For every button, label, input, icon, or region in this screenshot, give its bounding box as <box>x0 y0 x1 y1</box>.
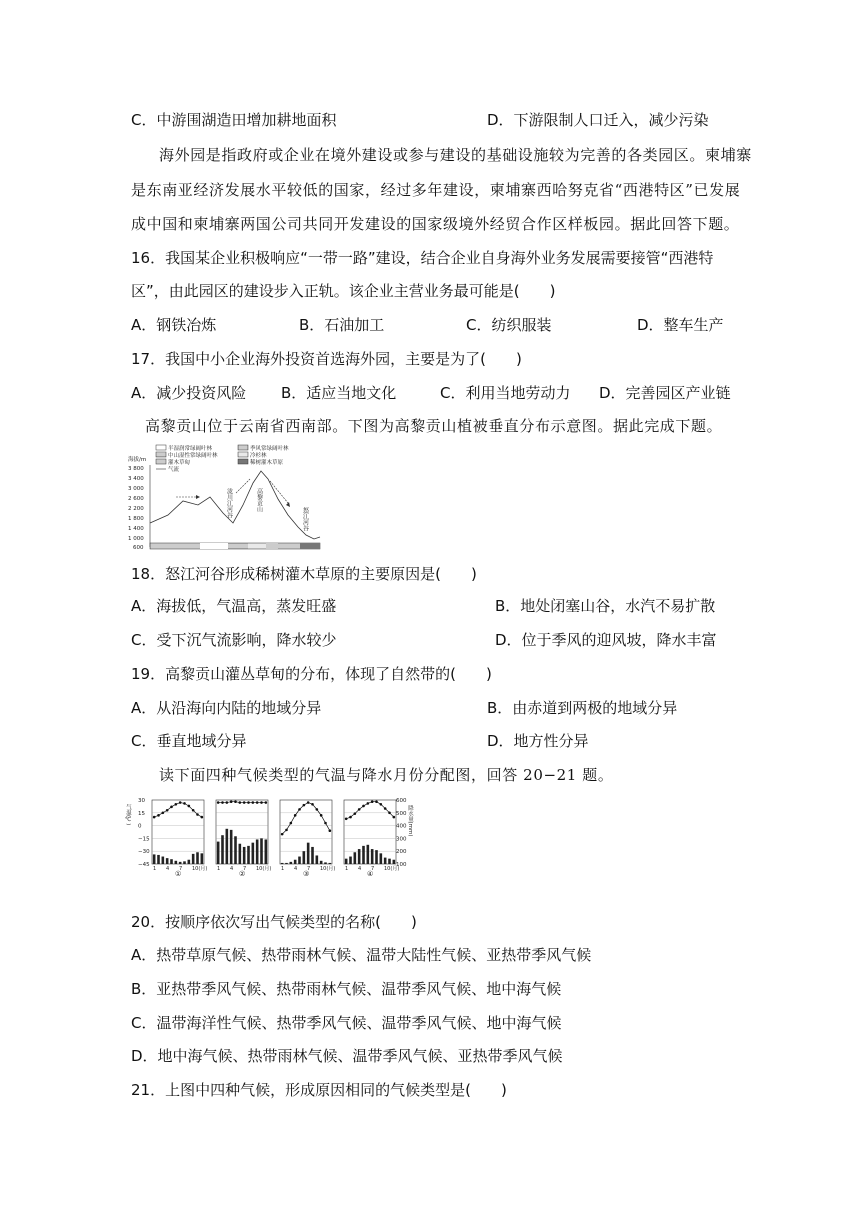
temperature-point <box>362 805 365 808</box>
vegetation-profile-figure <box>128 443 324 551</box>
left-tick: −15 <box>138 836 150 843</box>
temperature-point <box>281 833 284 836</box>
temperature-point <box>157 814 160 817</box>
panel-label: ③ <box>303 870 310 878</box>
option-d: D．完善园区产业链 <box>599 384 731 402</box>
question-18-stem: 18．怒江河谷形成稀树灌木草原的主要原因是( ) <box>131 565 477 583</box>
precip-bar <box>367 845 370 864</box>
precip-bar <box>324 862 327 864</box>
temperature-point <box>221 801 224 804</box>
option-a: A．海拔低，气温高，蒸发旺盛 <box>131 597 337 615</box>
temperature-point <box>294 814 297 817</box>
option-b: B．石油加工 <box>299 316 385 334</box>
option-a: A．钢铁冶炼 <box>131 316 217 334</box>
precip-bar <box>358 849 361 864</box>
left-tick: −45 <box>138 862 150 868</box>
precip-bar <box>256 839 259 864</box>
y-tick: 1 800 <box>128 516 144 522</box>
x-tick: 10(月) <box>320 866 336 872</box>
right-tick: 500 <box>396 810 407 817</box>
precip-bar <box>201 853 204 864</box>
x-tick: 7 <box>243 866 247 872</box>
x-tick: 4 <box>294 866 298 872</box>
right-tick: 600 <box>396 798 407 804</box>
left-tick: −30 <box>138 849 150 856</box>
x-tick: 7 <box>307 866 311 872</box>
legend-label: 气流 <box>168 467 180 473</box>
temperature-point <box>192 809 195 812</box>
temperature-point <box>188 805 191 808</box>
precip-bar <box>303 851 306 864</box>
x-tick: 1 <box>153 866 157 872</box>
precip-bar <box>183 861 186 864</box>
temperature-point <box>153 816 156 819</box>
right-axis-label: 降水量(mm) <box>407 805 413 837</box>
temperature-point <box>256 801 259 804</box>
right-tick: 200 <box>396 849 407 856</box>
precip-bar <box>192 854 195 864</box>
precip-bar <box>196 852 199 864</box>
precip-bar <box>362 846 365 864</box>
x-tick: 1 <box>217 866 221 872</box>
temperature-point <box>393 816 396 819</box>
question-16-stem: 16．我国某企业积极响应“一带一路”建设，结合企业自身海外业务发展需要接管“西港特 <box>131 249 714 267</box>
temperature-point <box>234 800 237 803</box>
temperature-point <box>175 803 178 806</box>
option-c: C．温带海洋性气候、热带季风气候、温带季风气候、地中海气候 <box>131 1014 562 1032</box>
climate-panel <box>344 800 399 878</box>
temperature-point <box>239 801 242 804</box>
temperature-point <box>384 807 387 810</box>
temperature-point <box>345 817 348 820</box>
question-17-stem: 17．我国中小企业海外投资首选海外园，主要是为了( ) <box>131 350 522 368</box>
temperature-point <box>230 800 233 803</box>
climate-charts-figure <box>125 794 422 878</box>
precip-bar <box>371 849 374 864</box>
temperature-point <box>303 804 306 807</box>
temperature-point <box>243 801 246 804</box>
precip-bar <box>380 853 383 864</box>
precip-bar <box>166 858 169 864</box>
precip-bar <box>388 859 391 864</box>
y-tick: 1 000 <box>128 536 144 542</box>
y-tick: 3 400 <box>128 476 144 482</box>
temperature-point <box>265 801 268 804</box>
temperature-point <box>170 806 173 809</box>
y-axis-label: 海拔/m <box>128 457 147 463</box>
temperature-point <box>290 822 293 825</box>
temperature-point <box>183 802 186 805</box>
precip-bar <box>294 860 297 864</box>
x-tick: 1 <box>345 866 349 872</box>
precip-bar <box>349 857 352 864</box>
precip-bar <box>217 842 220 864</box>
climate-panel <box>280 800 335 878</box>
precip-bar <box>226 829 229 864</box>
question-21-stem: 21．上图中四种气候，形成原因相同的气候类型是( ) <box>131 1081 507 1099</box>
temperature-point <box>329 829 332 832</box>
option-c: C．利用当地劳动力 <box>440 384 571 402</box>
temperature-point <box>166 809 169 812</box>
x-tick: 4 <box>358 866 362 872</box>
passage-line: 是东南亚经济发展水平较低的国家，经过多年建设，柬埔寨西哈努克省“西港特区”已发展 <box>131 181 741 199</box>
temperature-point <box>388 812 391 815</box>
passage-line: 成中国和柬埔寨两国公司共同开发建设的国家级境外经贸合作区样板园。据此回答下题。 <box>131 215 740 233</box>
precip-bar <box>175 861 178 864</box>
left-tick: 30 <box>138 798 145 804</box>
option-a: A．从沿海向内陆的地域分异 <box>131 699 322 717</box>
precip-bar <box>170 859 173 864</box>
temperature-point <box>316 808 319 811</box>
temperature-point <box>298 808 301 811</box>
x-tick: 10(月) <box>384 866 400 872</box>
temperature-point <box>320 814 323 817</box>
right-tick: 400 <box>396 823 407 830</box>
precip-bar <box>320 861 323 864</box>
temperature-point <box>247 801 250 804</box>
precip-bar <box>285 863 288 864</box>
passage-line: 高黎贡山位于云南省西南部。下图为高黎贡山植被垂直分布示意图。据此完成下题。 <box>145 417 723 435</box>
panel-label: ② <box>239 870 246 878</box>
legend-label: 中山湿性常绿阔叶林 <box>168 453 218 459</box>
option-a: A．热带草原气候、热带雨林气候、温带大陆性气候、亚热带季风气候 <box>131 946 592 964</box>
x-tick: 10(月) <box>256 866 272 872</box>
x-tick: 4 <box>230 866 234 872</box>
temperature-point <box>324 822 327 825</box>
precip-bar <box>375 850 378 864</box>
precip-bar <box>384 858 387 864</box>
legend-label: 季风常绿阔叶林 <box>250 446 289 452</box>
temperature-point <box>349 816 352 819</box>
option-d: D．整车生产 <box>637 316 724 334</box>
precip-bar <box>247 846 250 864</box>
precip-bar <box>393 860 396 864</box>
option-c: C．垂直地域分异 <box>131 732 247 750</box>
question-19-stem: 19．高黎贡山灌丛草甸的分布，体现了自然带的( ) <box>131 665 492 683</box>
option-c: C．受下沉气流影响，降水较少 <box>131 631 337 649</box>
question-20-stem: 20．按顺序依次写出气候类型的名称( ) <box>131 913 417 931</box>
legend-label: 灌木草甸 <box>168 460 191 466</box>
option-d: D．地方性分异 <box>487 732 589 750</box>
precip-bar <box>265 839 268 864</box>
left-axis-label: 气温(℃) <box>125 804 131 826</box>
y-tick: 3 000 <box>128 486 144 492</box>
precip-bar <box>298 857 301 864</box>
legend-label: 半湿润常绿阔叶林 <box>168 446 213 452</box>
temperature-point <box>252 801 255 804</box>
precip-bar <box>260 838 263 864</box>
right-tick: 300 <box>396 836 407 843</box>
y-tick: 2 200 <box>128 506 144 512</box>
y-tick: 3 800 <box>128 466 144 472</box>
precip-bar <box>345 859 348 864</box>
temperature-point <box>311 803 314 806</box>
left-tick: 0 <box>138 823 142 830</box>
passage-line: 海外园是指政府或企业在境外建设或参与建设的基础设施较为完善的各类园区。柬埔寨 <box>159 146 752 164</box>
x-tick: 1 <box>281 866 285 872</box>
option-a: A．减少投资风险 <box>131 384 247 402</box>
option-c: C．纺织服装 <box>466 316 552 334</box>
option-c: C．中游围湖造田增加耕地面积 <box>131 111 337 129</box>
panel-label: ④ <box>367 870 374 878</box>
precip-bar <box>234 836 237 864</box>
left-tick: 15 <box>138 810 145 817</box>
temperature-point <box>358 808 361 811</box>
temperature-point <box>367 802 370 805</box>
temperature-point <box>380 803 383 806</box>
y-tick: 1 400 <box>128 526 144 532</box>
right-tick: 100 <box>396 862 407 868</box>
temperature-point <box>162 812 165 815</box>
option-b: B．亚热带季风气候、热带雨林气候、温带季风气候、地中海气候 <box>131 980 562 998</box>
temperature-point <box>226 801 229 804</box>
precip-bar <box>153 854 156 864</box>
option-b: B．由赤道到两极的地域分异 <box>487 699 678 717</box>
option-d: D．位于季风的迎风坡，降水丰富 <box>495 631 717 649</box>
precip-bar <box>316 855 319 864</box>
precip-bar <box>230 830 233 864</box>
precip-bar <box>243 847 246 864</box>
x-tick: 7 <box>179 866 183 872</box>
precip-bar <box>290 862 293 864</box>
legend-label: 稀树灌木草原 <box>250 460 284 466</box>
option-d: D．地中海气候、热带雨林气候、温带季风气候、亚热带季风气候 <box>131 1047 563 1065</box>
precip-bar <box>221 835 224 864</box>
temperature-point <box>179 801 182 804</box>
precip-bar <box>157 855 160 864</box>
temperature-point <box>375 800 378 803</box>
place-label: 高黎贡山 <box>255 488 263 512</box>
precip-bar <box>239 844 242 864</box>
precip-bar <box>252 843 255 864</box>
precip-bar <box>307 843 310 864</box>
temperature-point <box>371 800 374 803</box>
precip-bar <box>179 862 182 864</box>
temperature-point <box>217 801 220 804</box>
option-b: B．适应当地文化 <box>281 384 397 402</box>
precip-bar <box>354 852 357 864</box>
panel-label: ① <box>175 870 182 878</box>
temperature-point <box>354 812 357 815</box>
place-label: 泷川江河谷 <box>225 488 233 518</box>
x-tick: 4 <box>166 866 170 872</box>
place-label: 怒江河谷 <box>301 507 309 531</box>
temperature-point <box>196 813 199 816</box>
y-tick: 600 <box>133 545 144 551</box>
question-16-stem: 区”，由此园区的建设步入正轨。该企业主营业务最可能是( ) <box>131 282 556 300</box>
option-b: B．地处闭塞山谷，水汽不易扩散 <box>495 597 716 615</box>
temperature-point <box>307 801 310 804</box>
legend-label: 冷杉林 <box>250 453 267 459</box>
precip-bar <box>281 863 284 864</box>
climate-panel <box>216 800 271 878</box>
precip-bar <box>188 860 191 864</box>
climate-panel <box>152 800 207 878</box>
x-tick: 10(月) <box>192 866 208 872</box>
option-d: D．下游限制人口迁入，减少污染 <box>487 111 709 129</box>
temperature-point <box>285 829 288 832</box>
temperature-point <box>260 801 263 804</box>
temperature-point <box>201 816 204 819</box>
x-tick: 7 <box>371 866 375 872</box>
precip-bar <box>162 857 165 864</box>
passage-line: 读下面四种气候类型的气温与降水月份分配图，回答 20−21 题。 <box>159 766 614 784</box>
y-tick: 2 600 <box>128 496 144 502</box>
precip-bar <box>311 847 314 864</box>
precip-bar <box>329 863 332 864</box>
